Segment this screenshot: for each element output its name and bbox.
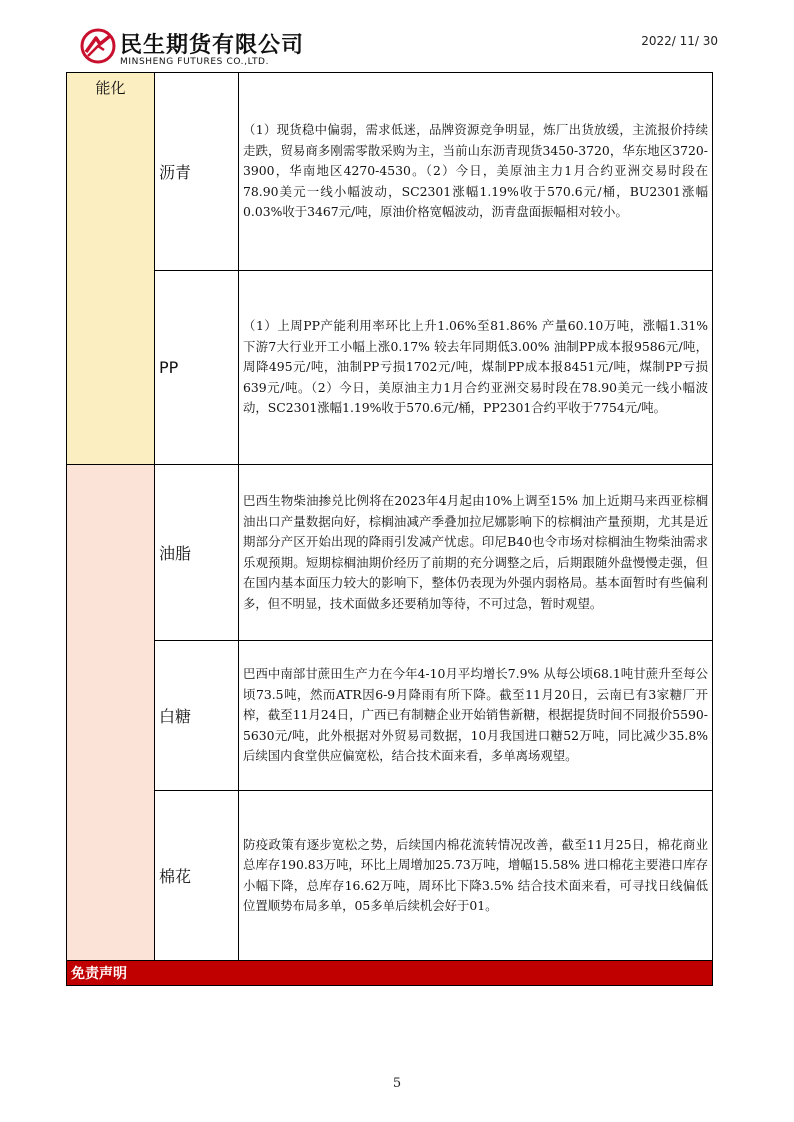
disclaimer-heading: 免责声明 bbox=[67, 961, 713, 986]
page-number: 5 bbox=[392, 1076, 402, 1091]
product-label: 白糖 bbox=[159, 707, 192, 726]
commentary-text: 巴西生物柴油掺兑比例将在2023年4月起由10%上调至15% 加上近期马来西亚棕榈油出口产量数据向好，棕榈油减产季叠加拉尼娜影响下的棕榈油产量预期，尤其是近期部分产区开始出现的降雨引发减产忧虑。印尼B40也令市场对棕榈油生物柴油需求乐观预期。短期棕榈油期价经历了前期的充分调整之后，后期跟随外盘慢慢走强，但在国内基本面压力较大的影响下，整体仍表现为外强内弱格局。基本面暂时有些偏利多，但不明显，技术面做多还要稍加等待，不可过急，暂时观望。 bbox=[243, 493, 708, 611]
product-cell bbox=[155, 641, 239, 791]
product-cell bbox=[155, 271, 239, 465]
table-row bbox=[67, 465, 713, 641]
commentary-text: 防疫政策有逐步宽松之势，后续国内棉花流转情况改善，截至11月25日，棉花商业总库存190.83万吨，环比上周增加25.73万吨，增幅15.58% 进口棉花主要港口库存小幅下降，总库存16.62万吨，周环比下降3.5% 结合技术面来看，可寻找日线偏低位置顺势布局多单，05多单后续机会好于01。 bbox=[243, 836, 708, 913]
commodity-table bbox=[66, 72, 713, 986]
disclaimer-row bbox=[67, 961, 713, 986]
company-name-en: MINSHENG FUTURES CO.,LTD. bbox=[120, 57, 270, 67]
table-row bbox=[67, 271, 713, 465]
commentary-cell bbox=[239, 791, 713, 961]
page-header bbox=[0, 0, 794, 72]
table-row bbox=[67, 791, 713, 961]
company-name-cn: 民生期货有限公司 bbox=[120, 33, 305, 58]
product-cell bbox=[155, 465, 239, 641]
table-row bbox=[67, 641, 713, 791]
sector-label bbox=[67, 465, 154, 469]
sector-cell bbox=[67, 73, 155, 465]
minsheng-logo-icon bbox=[80, 28, 116, 64]
report-date: 2022/ 11/ 30 bbox=[641, 34, 718, 48]
product-label: PP bbox=[159, 358, 179, 377]
product-label: 油脂 bbox=[159, 544, 192, 563]
sector-cell bbox=[67, 465, 155, 961]
commentary-text: （1）现货稳中偏弱，需求低迷，品牌资源竞争明显，炼厂出货放缓，主流报价持续走跌，贸易商多刚需零散采购为主，当前山东沥青现货3450-3720，华东地区3720-3900，华南地区4270-4530。（2）今日，美原油主力1月合约亚洲交易时段在78.90美元一线小幅波动，SC2301涨幅1.19%收于570.6元/桶，BU2301涨幅0.03%收于3467元/吨，原油价格宽幅波动，沥青盘面振幅相对较小。 bbox=[243, 122, 708, 220]
product-cell bbox=[155, 791, 239, 961]
commentary-cell bbox=[239, 73, 713, 271]
commentary-cell bbox=[239, 271, 713, 465]
commentary-text: （1）上周PP产能利用率环比上升1.06%至81.86% 产量60.10万吨，涨幅1.31% 下游7大行业开工小幅上涨0.17% 较去年同期低3.00% 油制PP成本报9586元/吨，周降495元/吨，油制PP亏损1702元/吨，煤制PP成本报8451元/吨，煤制PP亏损639元/吨。（2）今日，美原油主力1月合约亚洲交易时段在78.90美元一线小幅波动，SC2301涨幅1.19%收于570.6元/桶，PP2301合约平收于7754元/吨。 bbox=[243, 318, 708, 416]
commentary-cell bbox=[239, 641, 713, 791]
product-cell bbox=[155, 73, 239, 271]
commentary-text: 巴西中南部甘蔗田生产力在今年4-10月平均增长7.9% 从每公顷68.1吨甘蔗升至每公顷73.5吨，然而ATR因6-9月降雨有所下降。截至11月20日，云南已有3家糖厂开榨，截至11月24日，广西已有制糖企业开始销售新糖，根据提货时间不同报价5590-5630元/吨，此外根据对外贸易司数据，10月我国进口糖52万吨，同比减少35.8% 后续国内食堂供应偏宽松，结合技术面来看，多单离场观望。 bbox=[243, 666, 708, 764]
commentary-cell bbox=[239, 465, 713, 641]
product-label: 沥青 bbox=[159, 163, 192, 182]
table-row bbox=[67, 73, 713, 271]
product-label: 棉花 bbox=[159, 867, 192, 886]
sector-label: 能化 bbox=[95, 79, 126, 97]
